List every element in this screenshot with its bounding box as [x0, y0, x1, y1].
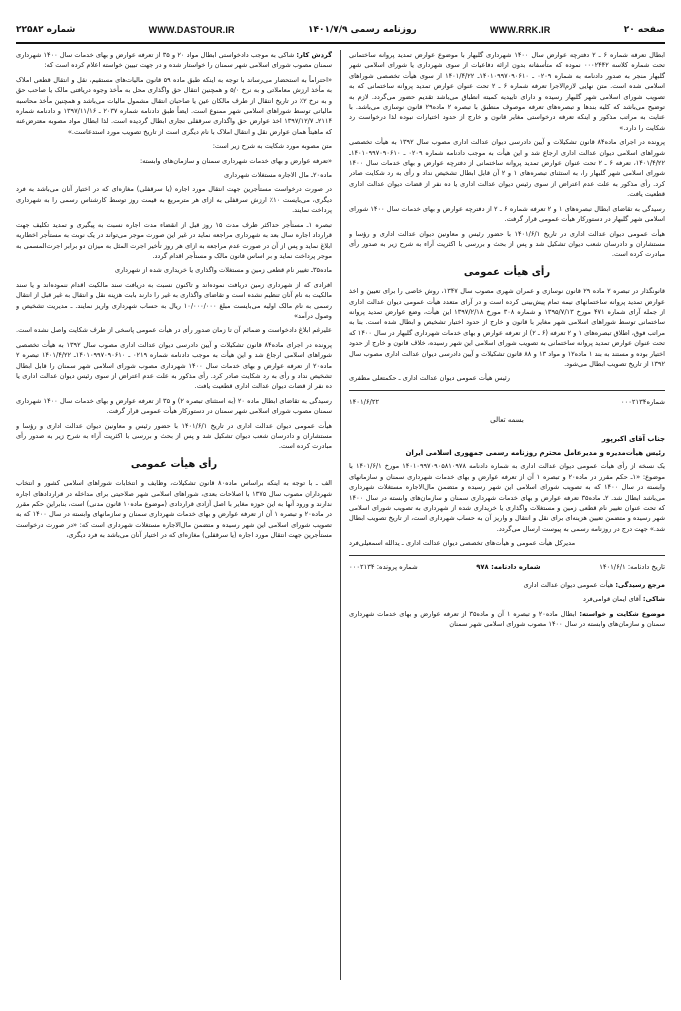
- plaintiff-value: آقای ایمان قوامی‌فرد: [582, 595, 641, 604]
- addressee-title: رئیس هیأت‌مدیره و مدیرعامل محترم روزنامه رسمی جمهوری اسلامی ایران: [405, 449, 665, 457]
- plaintiff-label: شاکی:: [642, 595, 665, 604]
- paragraph: علیرغم ابلاغ دادخواست و ضمائم آن تا زمان صدور رأی در هیأت عمومی پاسخی از طرف شکایت واصل نشده است.: [16, 326, 332, 335]
- section-divider: [349, 555, 665, 556]
- masthead: [16, 18, 665, 44]
- paragraph: هیأت عمومی دیوان عدالت اداری در تاریخ ۱۴۰۱/۶/۱ با حضور رئیس و معاونین دیوان عدالت اداری و رؤسا و مستشاران و دادرسان شعب دیوان تشکیل شد و پس از بحث و بررسی با اکثریت آراء به شرح زیر به صدور رأی مبادرت کرده است.: [16, 421, 332, 451]
- paragraph: افرادی که از شهرداری زمین دریافت نموده‌اند و تاکنون نسبت به دریافت سند مالکیت اقدام ننموده‌اند و یا سند مالکیت به نام آنان تنظیم نشده است و تقاضای واگذاری به غیر را دارند بابت هزینه نقل و انتقال به غیر قبل از انتقال رسمی به نام مالک اولیه می‌بایست مبلغ ۱۰/۰۰۰/۰۰۰ ریال به حساب شهرداری واریز نمایند. ـ مدیریت تشخیص و وصول درآمد»: [16, 280, 332, 320]
- site-link-rrk[interactable]: WWW.RRK.IR: [489, 25, 551, 35]
- paragraph: قانونگذار در تبصره ۲ ماده ۲۹ قانون نوسازی و عمران شهری مصوب سال ۱۳۴۷، روش خاصی را برای تعیین و اخذ عوارض تمدید پروانه ساختمانهای نیمه تمام پیش‌بینی کرده است و در آرای متعدد هیأت عمومی دیوان عدالت اداری از جمله آرای شماره ۴۷۱ مورخ ۱۳۹۵/۷/۱۳ و شماره ۳۰۸ مورخ ۱۳۹۷/۲/۱۸ این هیأت، وضع عوارض تمدید پروانه ساختمانی توسط شوراهای اسلامی شهر مغایر با قانون و خارج از حدود اختیار تشخیص و ابطال شده است. بنا به مراتب فوق، اطلاق تبصره‌های ۱ و ۲ تعرفه (۶ ـ ۲) از تعرفه عوارض و بهای خدمات شهرداری گلبهار در سال ۱۴۰۰ که تحت عنوان عوارض تمدید پروانه ساختمانی به تصویب شورای اسلامی این شهر رسیده، خلاف قانون و خارج از حدود اختیار بوده و مستند به بند ۱ ماده۱۲ و مواد ۱۳ و ۸۸ قانون تشکیلات و آیین دادرسی دیوان عدالت اداری مصوب سال ۱۳۹۲ از تاریخ تصویب ابطال می‌شود.: [349, 287, 665, 368]
- newspaper-page: [0, 18, 681, 1011]
- paragraph: پرونده در اجرای ماده۸۴ قانون تشکیلات و آیین دادرسی دیوان عدالت اداری مصوب سال ۱۳۹۲ به هیأت تخصصی شوراهای اسلامی ارجاع شد و این هیأت به موجب دادنامه شماره ۰۲۱۹ ـ ۱۴۰۱۰۹۹۷۰۹۰۶۱۰ـ ۱۴۰۱/۴/۲۲ تبصره ۲ ماده۲۰ از تعرفه عوارض و بهای خدمات سال ۱۴۰۰ شهرداری مصوب شورای اسلامی شهر سمنان را قابل ابطال تشخیص نداد و رأی به رد شکایت صادر کرد. رأی مذکور به علت عدم اعتراض از سوی رئیس دیوان عدالت اداری یا ده نفر از قضات دیوان عدالت اداری قطعیت یافت.: [16, 340, 332, 391]
- paragraph: رسیدگی به تقاضای ابطال ماده ۲۰ (به استثنای تبصره ۲) و ۳۵ از تعرفه عوارض و بهای خدمات سال ۱۴۰۰ شهرداری سمنان مصوب شورای اسلامی شهر سمنان در دستورکار هیأت عمومی قرار گرفت.: [16, 396, 332, 416]
- reference-label: مرجع رسیدگی:: [615, 581, 665, 590]
- reference-line: [349, 580, 665, 590]
- ruling-meta-row: [349, 562, 665, 572]
- subject-value: ابطال ماده۲۰ و تبصره ۱ آن و ماده۳۵ از تعرفه عوارض و بهای خدمات شهرداری سمنان و سازمان‌های وابسته در سال ۱۴۰۰ مصوب شورای اسلامی شهر سمنان: [349, 609, 665, 629]
- signature: رئیس هیأت عمومی دیوان عدالت اداری ـ حکمتعلی مظفری: [349, 374, 510, 383]
- paragraph: پرونده در اجرای ماده۸۴ قانون تشکیلات و آیین دادرسی دیوان عدالت اداری مصوب سال ۱۳۹۲ به هیأت تخصصی شوراهای اسلامی دیوان عدالت اداری ارجاع شد و این هیأت به موجب دادنامه شماره ۰۲۰۹ ـ ۱۴۰۱۰۹۹۷۰۹۰۶۱۰ـ ۱۴۰۱/۴/۲۲، تعرفه ۶ ـ ۲ تحت عنوان عوارض تمدید پروانه ساختمانی از دفترچه عوارض و بهای خدمات سال ۱۴۰۰ شورای اسلامی شهر گلبهار را، به استثنای تبصره‌های ۱ و ۲ آن قابل ابطال تشخیص نداد و رأی به رد شکایت صادر کرد. رأی مذکور به علت عدم اعتراض از سوی رئیس دیوان عدالت اداری یا ده نفر از قضات دیوان عدالت اداری قطعیت یافت.: [349, 138, 665, 199]
- left-column: [16, 50, 332, 980]
- paragraph: هیأت عمومی دیوان عدالت اداری در تاریخ ۱۴۰۱/۶/۱ با حضور رئیس و معاونین دیوان عدالت اداری و رؤسا و مستشاران و دادرسان شعب دیوان تشکیل شد و پس از بحث و بررسی با اکثریت آراء به شرح زیر به صدور رأی مبادرت کرده است.: [349, 229, 665, 259]
- paragraph: تبصره ۱ـ مستأجر حداکثر ظرف مدت ۱۵ روز قبل از انقضاء مدت اجاره نسبت به پیگیری و تمدید تکلیف جهت قرارداد اجاره سال بعد به شهرداری مراجعه نماید در غیر این صورت موجر می‌تواند در یک نوبت به مستأجر اخطاریه ابلاغ نماید و پس از آن در صورت عدم مراجعه به ازای هر روز تأخیر اجرت المثل به میزان دو برابر اجرت‌المسمی به موجر پرداخت نماید و بر اساس قانون مالک و مستأجر اقدام گردد.: [16, 220, 332, 260]
- lead-text: شاکی به موجب دادخواستی ابطال مواد ۲۰ و ۳۵ از تعرفه عوارض و بهای خدمات سال ۱۴۰۰ شهرداری سمنان مصوب شورای اسلامی شهر سمنان را خواستار شده و در جهت تبیین خواسته اعلام کرده است که:: [16, 51, 332, 70]
- lead-label: گردش کار:: [296, 51, 332, 59]
- article-columns: [16, 50, 665, 980]
- subject-label: موضوع شکایت و خواسته:: [579, 609, 665, 618]
- basmala: بسمه تعالی: [490, 416, 524, 425]
- paragraph: یک نسخه از رأی هیأت عمومی دیوان عدالت اداری به شماره دادنامه ۱۴۰۱۰۹۹۷۰۹۰۵۸۱۰۹۷۸ مورخ ۱۴۰۱/۶/۱ با موضوع: «۱ـ حکم مقرر در ماده۲۰ و تبصره ۱ آن از تعرفه عوارض و بهای خدمات شهرداری سمنان و سازمانهای وابسته در سال ۱۴۰۰ که به تصویب شورای اسلامی این شهر رسیده و متضمن مال‌الاجاره مستغلات شهرداری می‌باشد ابطال شد. ۲ـ ماده۳۵ تعرفه عوارض و بهای خدمات شهرداری سمنان و سازمان‌های وابسته در سال ۱۴۰۰ که تحت عنوان تغییر نام قطعی زمین و مستغلات واگذاری یا خریداری شده از شهرداری به تصویب شورای اسلامی شهر رسیده و متضمن تعیین هزینه‌ای برای نقل و انتقال و واریز آن به حساب شهرداری است، از تاریخ تصویب ابطال شد.» جهت درج در روزنامه رسمی به پیوست ارسال می‌گردد.: [349, 462, 665, 533]
- ruling-date: تاریخ دادنامه: ۱۴۰۱/۶/۱: [599, 562, 665, 571]
- issue-number: شماره ۲۲۵۸۲: [16, 25, 76, 35]
- letter-ref-row: [349, 397, 665, 407]
- section-divider: [349, 390, 665, 391]
- page-number: صفحه ۲۰: [623, 25, 665, 35]
- newspaper-title: روزنامه رسمی ۱۴۰۱/۷/۹: [308, 25, 417, 35]
- paragraph: متن مصوبه مورد شکایت به شرح زیر است:: [212, 142, 332, 151]
- paragraph: در صورت درخواست مستأجرین جهت انتقال مورد اجاره (یا سرقفلی) مغازه‌ای که در اختیار آنان می‌باشد به فرد دیگری، می‌بایست ۱۰٪ ارزش سرقفلی به ازای هر مترمربع به قیمت روز توسط کارشناس رسمی را به شهرداری پرداخت نمایند.: [16, 185, 332, 215]
- paragraph: ابطال تعرفه شماره ۶ ـ ۲ دفترچه عوارض سال ۱۴۰۰ شهرداری گلبهار با موضوع عوارض تمدید پروانه ساختمانی تحت شماره کلاسه ۰۰۰۲۴۴۲ نموده که متأسفانه بدون ارائه دفاعیات از سوی شهرداری یا شورای اسلامی شهر گلبهار منجر به صدور دادنامه به شماره ۰۲۰۹ ـ ۱۴۰۱۰۹۹۷۰۹۰۶۱۰ـ ۱۴۰۱/۴/۲۲ از سوی هیأت تخصصی شوراهای اسلامی شده است. متن نهایی لازم‌الاجرا تعرفه شماره ۶ ـ ۲ تحت عنوان عوارض تمدید پروانه ساختمانی که به تصویب شورای اسلامی شهر گلبهار رسیده و دارای تاییدیه کمیته انطباق می‌باشد تقدیم حضور می‌گردد. لازم به توضیح می‌باشد که کلیه بندها و تبصره‌های تعرفه موصوف منطبق با تبصره ۲ ماده۲۹ قانون نوسازی می‌باشد. با عنایت به مراتب مذکور و اینکه تعرفه درخواستی مغایر قانون و خارج از حدود اختیارات نبوده لذا درخواست رد شکایت را دارد.»: [349, 51, 665, 132]
- paragraph: رسیدگی به تقاضای ابطال تبصره‌های ۱ و ۲ تعرفه شماره ۶ ـ ۲ از دفترچه عوارض و بهای خدمات سال ۱۴۰۰ شورای اسلامی شهر گلبهار در دستورکار هیأت عمومی قرار گرفت.: [349, 204, 665, 224]
- paragraph: «تعرفه عوارض و بهای خدمات شهرداری سمنان و سازمان‌های وابسته:: [140, 156, 332, 165]
- right-column: [349, 50, 665, 980]
- site-link-dastour[interactable]: WWW.DASTOUR.IR: [148, 25, 235, 35]
- ruling-heading: رأی هیأت عمومی: [463, 266, 551, 278]
- article-heading: ماده۲۰ـ مال الاجاره مستغلات شهرداری: [223, 171, 332, 180]
- paragraph: الف ـ با توجه به اینکه براساس ماده۸۰ قانون تشکیلات، وظایف و انتخابات شوراهای اسلامی کشور و انتخاب شهرداران مصوب سال ۱۳۷۵ با اصلاحات بعدی، شوراهای اسلامی شهر صلاحیتی برای مداخله در قراردادهای اجاره ندارند و ورود آنها به این حوزه مغایر با اصل آزادی قراردادی (موضوع ماده۱۰ قانون مدنی) است، بنابراین حکم مقرر در ماده۲۰ و تبصره ۱ آن از تعرفه عوارض و بهای خدمات شهرداری سمنان و سازمانهای وابسته در سال ۱۴۰۰ که به تصویب شورای اسلامی این شهر رسیده و متضمن مال‌الاجاره مستغلات شهرداری است که: «در صورت درخواست مستأجرین جهت انتقال مورد اجاره (یا سرقفلی) مغازه‌ای که در اختیار آنان می‌باشد به فرد دیگری،: [16, 479, 332, 540]
- ruling-number: شماره دادنامه: ۹۷۸: [476, 562, 541, 571]
- lead-paragraph: [16, 50, 332, 71]
- letter-number: شماره۰۰۰۲۱۳۴: [620, 397, 665, 406]
- case-number: شماره پرونده: ۰۰۰۲۱۳۴: [349, 562, 418, 571]
- plaintiff-line: [349, 594, 665, 604]
- article-heading: ماده۳۵ـ تغییر نام قطعی زمین و مستغلات واگذاری یا خریداری شده از شهرداری: [114, 266, 332, 275]
- column-divider: [340, 50, 341, 980]
- paragraph: «احتراماً به استحضار می‌رساند با توجه به اینکه طبق ماده ۵۹ قانون مالیات‌های مستقیم، نقل و انتقال قطعی املاک به مأخذ ارزش معاملاتی و به نرخ ۵/۰ و همچنین انتقال حق واگذاری محل به مأخذ وجوه دریافتی مالک یا صاحب حق و به نرخ ۲٪ در تاریخ انتقال از طرف مالکان عین یا صاحبان انتقال مشمول مالیات می‌باشد و همچنین مأخذ محاسبه مالیاتی توسط شوراهای اسلامی شهر ممنوع است. ایضاً طبق دادنامه شماره ۲۰۳۷ ـ ۱۳۹۷/۱۱/۱۶ و دادنامه شماره ۲۱۱۴ـ ۱۳۹۷/۱۲/۷ اخذ عوارض حق واگذاری سرقفلی تجاری ابطال گردیده است. لذا ابطال مواد مصوبه معترض‌عنه که ماهیتاً همان عوارض نقل و انتقال املاک با نام دیگری است از تاریخ تصویب مورد استدعاست.»: [16, 75, 332, 136]
- reference-value: هیأت عمومی دیوان عدالت اداری: [523, 581, 614, 590]
- ruling-heading: رأی هیأت عمومی: [130, 458, 218, 470]
- addressee: جناب آقای اکبرپور: [601, 434, 665, 443]
- office-signature: مدیرکل هیأت عمومی و هیأت‌های تخصصی دیوان عدالت اداری ـ یدالله اسمعیلی‌فرد: [349, 539, 576, 548]
- letter-date: ۱۴۰۱/۶/۲۲: [349, 397, 380, 406]
- subject-line: [349, 609, 665, 630]
